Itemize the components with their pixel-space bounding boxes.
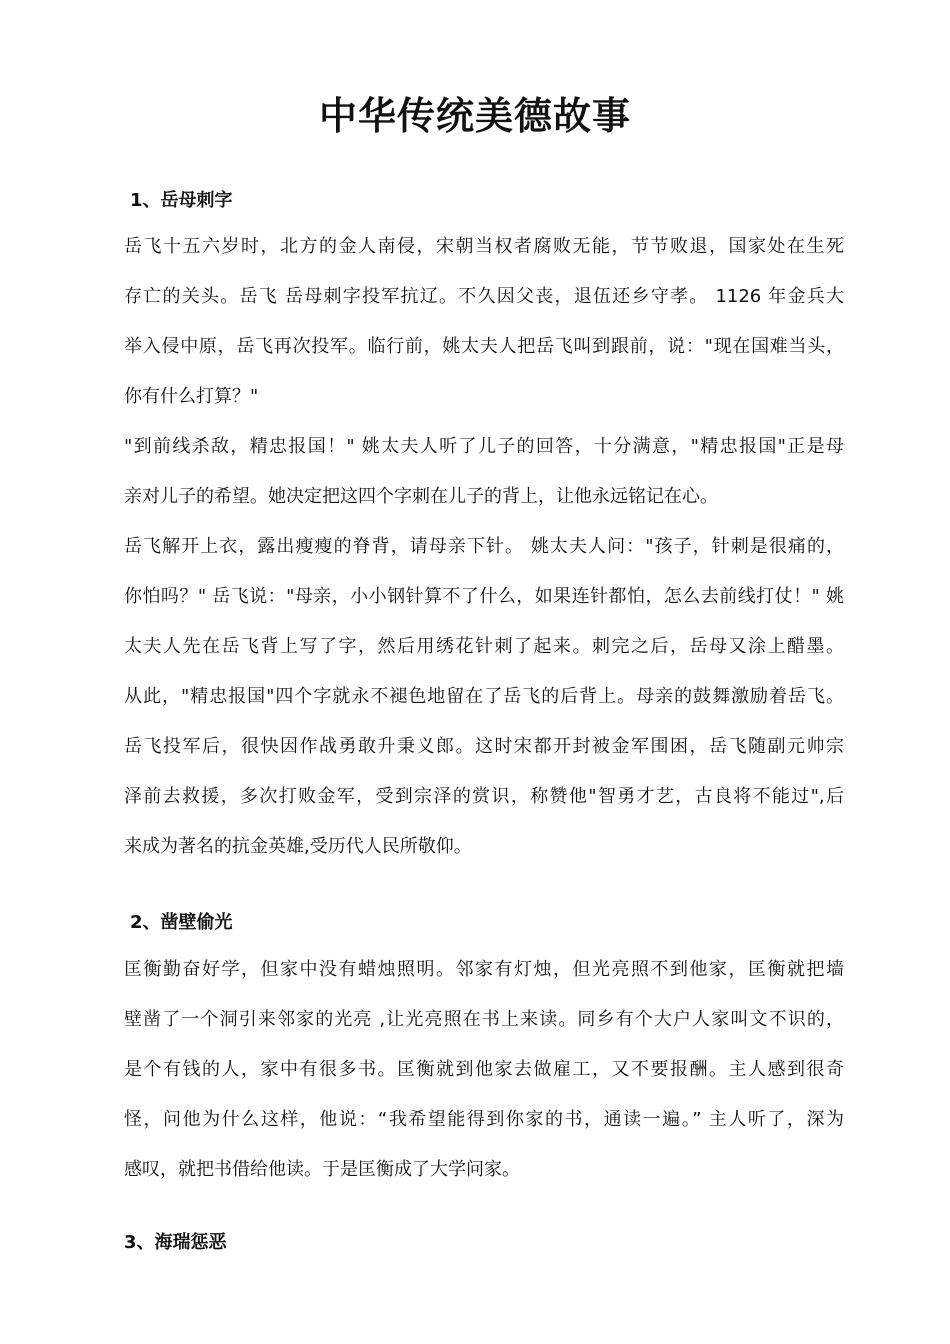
- section-heading: 1、岳母刺字: [130, 190, 233, 211]
- paragraph-line: 你怕吗？" 岳飞说："母亲，小小钢针算不了什么，如果连针都怕，怎么去前线打仗！" 姚: [124, 586, 844, 607]
- paragraph-line: 泽前去救援，多次打败金军，受到宗泽的赏识，称赞他"智勇才艺，古良将不能过",后: [124, 786, 844, 807]
- paragraph-line: 岳飞解开上衣，露出瘦瘦的脊背，请母亲下针。 姚太夫人问："孩子，针刺是很痛的，: [124, 536, 844, 557]
- paragraph-line: 来成为著名的抗金英雄,受历代人民所敬仰。: [124, 836, 472, 857]
- paragraph-line: 亲对儿子的希望。她决定把这四个字刺在儿子的背上，让他永远铭记在心。: [124, 486, 718, 507]
- paragraph-line: 岳飞十五六岁时，北方的金人南侵，宋朝当权者腐败无能，节节败退，国家处在生死: [124, 236, 844, 257]
- paragraph-line: 感叹，就把书借给他读。于是匡衡成了大学问家。: [124, 1159, 520, 1180]
- paragraph-line: 存亡的关头。岳飞 岳母刺字投军抗辽。不久因父丧，退伍还乡守孝。 1126 年金兵大: [124, 286, 844, 307]
- paragraph-line: "到前线杀敌，精忠报国！" 姚太夫人听了儿子的回答，十分满意，"精忠报国"正是母: [124, 436, 844, 457]
- paragraph-line: 你有什么打算？": [124, 386, 259, 407]
- section-heading: 2、凿壁偷光: [130, 912, 233, 933]
- section-heading: 3、海瑞惩恶: [124, 1232, 227, 1253]
- paragraph-line: 壁凿了一个洞引来邻家的光亮 ,让光亮照在书上来读。同乡有个大户人家叫文不识的，: [124, 1009, 844, 1030]
- paragraph-line: 怪，问他为什么这样，他说：“我希望能得到你家的书，通读一遍。” 主人听了，深为: [124, 1109, 844, 1130]
- paragraph-line: 从此，"精忠报国"四个字就永不褪色地留在了岳飞的后背上。母亲的鼓舞激励着岳飞。: [124, 686, 844, 707]
- paragraph-line: 举入侵中原，岳飞再次投军。临行前，姚太夫人把岳飞叫到跟前，说："现在国难当头，: [124, 336, 844, 357]
- paragraph-line: 是个有钱的人，家中有很多书。匡衡就到他家去做雇工，又不要报酬。主人感到很奇: [124, 1059, 844, 1080]
- document-title: 中华传统美德故事: [318, 94, 631, 138]
- paragraph-line: 太夫人先在岳飞背上写了字，然后用绣花针刺了起来。刺完之后，岳母又涂上醋墨。: [124, 636, 844, 657]
- paragraph-line: 匡衡勤奋好学，但家中没有蜡烛照明。邻家有灯烛，但光亮照不到他家，匡衡就把墙: [124, 959, 844, 980]
- paragraph-line: 岳飞投军后，很快因作战勇敢升秉义郎。这时宋都开封被金军围困，岳飞随副元帅宗: [124, 736, 844, 757]
